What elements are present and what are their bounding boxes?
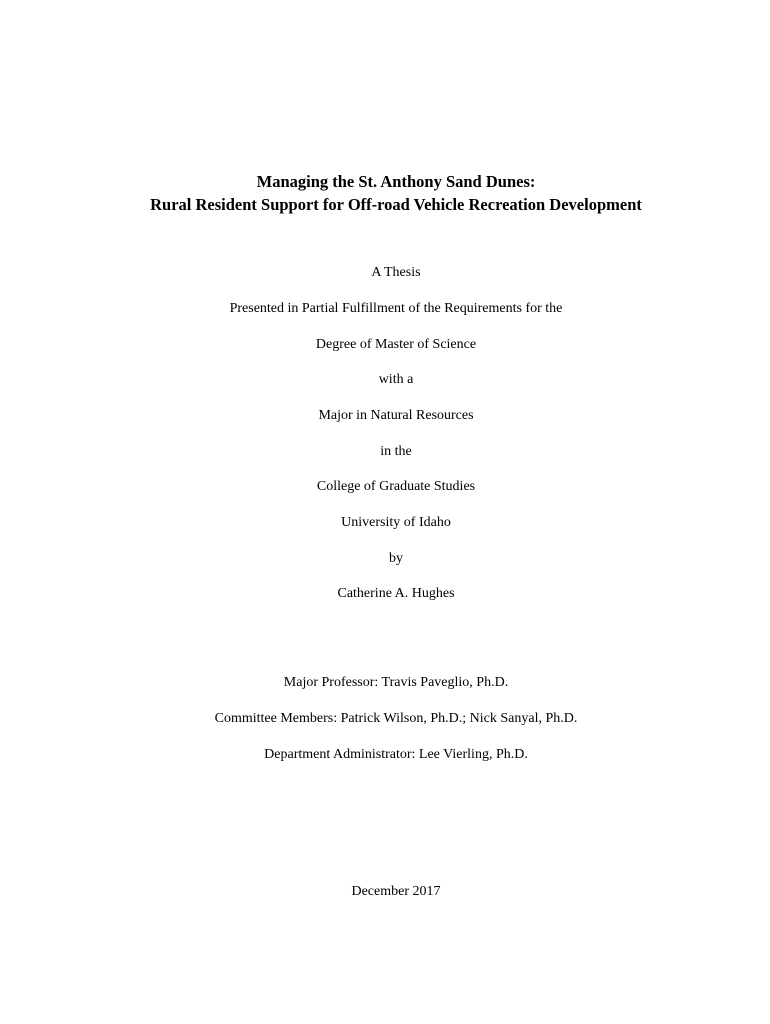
- with-a-text: with a: [378, 372, 414, 387]
- major: Major in Natural Resources: [318, 408, 474, 423]
- in-the-text: in the: [380, 444, 412, 459]
- by-text: by: [389, 551, 403, 566]
- title-line-1: Managing the St. Anthony Sand Dunes:: [256, 172, 536, 191]
- title-line-2: Rural Resident Support for Off-road Vehicle Recreation Development: [150, 195, 642, 214]
- university: University of Idaho: [341, 515, 451, 530]
- department-administrator: Department Administrator: Lee Vierling, Ph.D.: [264, 747, 528, 762]
- author: Catherine A. Hughes: [337, 586, 455, 601]
- degree: Degree of Master of Science: [315, 337, 477, 352]
- major-professor: Major Professor: Travis Paveglio, Ph.D.: [283, 675, 509, 690]
- document-type: A Thesis: [371, 265, 421, 280]
- fulfillment-statement: Presented in Partial Fulfillment of the Requirements for the: [229, 301, 563, 316]
- committee-members: Committee Members: Patrick Wilson, Ph.D.; Nick Sanyal, Ph.D.: [214, 711, 578, 726]
- college: College of Graduate Studies: [316, 479, 476, 494]
- date: December 2017: [351, 884, 441, 899]
